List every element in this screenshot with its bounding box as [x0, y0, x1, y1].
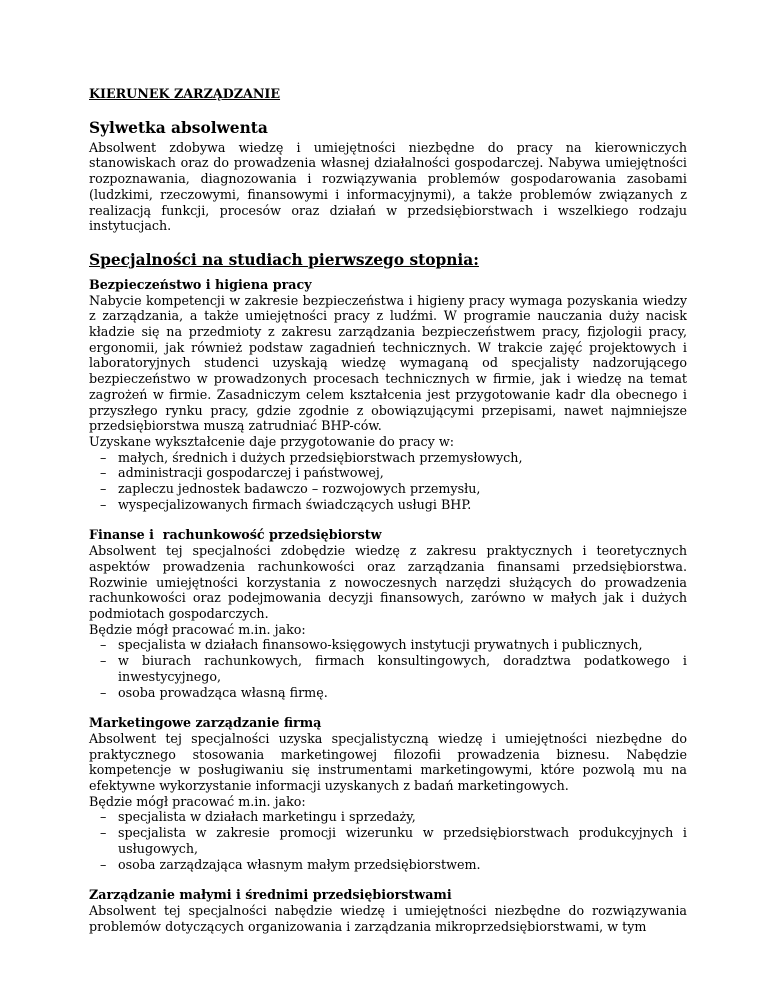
- section-list: [89, 637, 687, 700]
- list-item: [100, 809, 687, 825]
- document-page: [89, 86, 687, 949]
- section-finance: [89, 527, 687, 700]
- section-title: Marketingowe zarządzanie firmą: [89, 715, 322, 731]
- dash-bullet: –: [100, 465, 107, 481]
- section-list: [89, 809, 687, 872]
- dash-bullet: –: [100, 856, 107, 872]
- list-item: [100, 465, 687, 481]
- dash-bullet: –: [100, 825, 107, 841]
- list-item-text: specjalista w zakresie promocji wizerunku w przedsiębiorstwach produkcyjnych i usługowych,: [118, 825, 687, 856]
- dash-bullet: –: [100, 684, 107, 700]
- document-heading: KIERUNEK ZARZĄDZANIE: [89, 86, 281, 101]
- section-intro: Będzie mógł pracować m.in. jako:: [89, 621, 306, 637]
- section-intro: Będzie mógł pracować m.in. jako:: [89, 793, 306, 809]
- dash-bullet: –: [100, 449, 107, 465]
- list-item-text: małych, średnich i dużych przedsiębiorstwach przemysłowych,: [118, 449, 523, 465]
- list-item-text: administracji gospodarczej i państwowej,: [118, 465, 384, 481]
- section-title: Zarządzanie małymi i średnimi przedsiębiorstwami: [89, 887, 452, 903]
- list-item-text: specjalista w działach marketingu i sprzedaży,: [118, 809, 416, 825]
- list-item: [100, 653, 687, 684]
- list-item-text: osoba prowadząca własną firmę.: [118, 684, 328, 700]
- section-intro: Uzyskane wykształcenie daje przygotowanie do pracy w:: [89, 433, 454, 449]
- section-paragraph: Absolwent tej specjalności uzyska specjalistyczną wiedzę i umiejętności niezbędne do praktycznego stosowania marketingowej filozofii prowadzenia biznesu. Nabędzie kompetencje w posługiwaniu się instrumentami marketingowymi, które pozwolą mu na efektywne wykorzystanie informacji uzyskanych z badań marketingowych.: [89, 730, 687, 794]
- list-item: [100, 685, 687, 701]
- list-item: [100, 825, 687, 856]
- section-paragraph: Absolwent tej specjalności zdobędzie wiedzę z zakresu praktycznych i teoretycznych aspektów prowadzenia rachunkowości oraz zarządzania finansami przedsiębiorstwa. Rozwinie umiejętności korzystania z nowoczesnych narzędzi służących do prowadzenia rachunkowości oraz podejmowania decyzji finansowych, zarówno w małych jak i dużych podmiotach gospodarczych.: [89, 543, 687, 621]
- list-item-text: osoba zarządzająca własnym małym przedsiębiorstwem.: [118, 856, 481, 872]
- section-sme: [89, 887, 687, 934]
- dash-bullet: –: [100, 496, 107, 512]
- dash-bullet: –: [100, 481, 107, 497]
- dash-bullet: –: [100, 653, 107, 669]
- dash-bullet: –: [100, 637, 107, 653]
- section-bhp: [89, 277, 687, 513]
- section-list: [89, 450, 687, 513]
- section-paragraph: Nabycie kompetencji w zakresie bezpieczeństwa i higieny pracy wymaga pozyskania wiedzy z zarządzania, a także umiejętności pracy z ludźmi. W programie nauczania duży nacisk kładzie się na przedmioty z zakresu zarządzania bezpieczeństwem pracy, fizjologii pracy, ergonomii, jak również podstaw zagadnień technicznych. W trakcie zajęć projektowych i laboratoryjnych studenci uzyskają wiedzę wymaganą od specjalisty nadzorującego bezpieczeństwo w prowadzonych procesach technicznych w firmie, jak i wiedzę na temat zagrożeń w firmie. Zasadniczym celem kształcenia jest przygotowanie kadr dla obecnego i przyszłego rynku pracy, gdzie zgodnie z obowiązującymi przepisami, nawet najmniejsze przedsiębiorstwa muszą zatrudniać BHP-ców.: [89, 292, 687, 434]
- list-item-text: zapleczu jednostek badawczo – rozwojowych przemysłu,: [118, 481, 481, 497]
- specializations-heading: Specjalności na studiach pierwszego stopnia:: [89, 250, 479, 269]
- section-title: Finanse i rachunkowość przedsiębiorstw: [89, 527, 382, 543]
- list-item: [100, 857, 687, 873]
- section-marketing: [89, 715, 687, 872]
- section-title: Bezpieczeństwo i higiena pracy: [89, 276, 312, 292]
- list-item: [100, 497, 687, 513]
- section-paragraph: Absolwent tej specjalności nabędzie wiedzę i umiejętności niezbędne do rozwiązywania problemów dotyczących organizowania i zarządzania mikroprzedsiębiorstwami, w tym: [89, 902, 687, 934]
- list-item-text: w biurach rachunkowych, firmach konsultingowych, doradztwa podatkowego i inwestycyjnego,: [118, 653, 687, 684]
- profile-heading: Sylwetka absolwenta: [89, 118, 268, 137]
- profile-paragraph: Absolwent zdobywa wiedzę i umiejętności niezbędne do pracy na kierowniczych stanowiskach oraz do prowadzenia własnej działalności gospodarczej. Nabywa umiejętności rozpoznawania, diagnozowania i rozwiązywania problemów gospodarowania zasobami (ludzkimi, rzeczowymi, finansowymi i informacyjnymi), a także problemów związanych z realizacją funkcji, procesów oraz działań w przedsiębiorstwach i wszelkiego rodzaju instytucjach.: [89, 139, 687, 234]
- list-item-text: specjalista w działach finansowo-księgowych instytucji prywatnych i publicznych,: [118, 637, 643, 653]
- list-item: [100, 637, 687, 653]
- list-item: [100, 481, 687, 497]
- list-item: [100, 450, 687, 466]
- dash-bullet: –: [100, 809, 107, 825]
- list-item-text: wyspecjalizowanych firmach świadczących usługi BHP.: [118, 496, 472, 512]
